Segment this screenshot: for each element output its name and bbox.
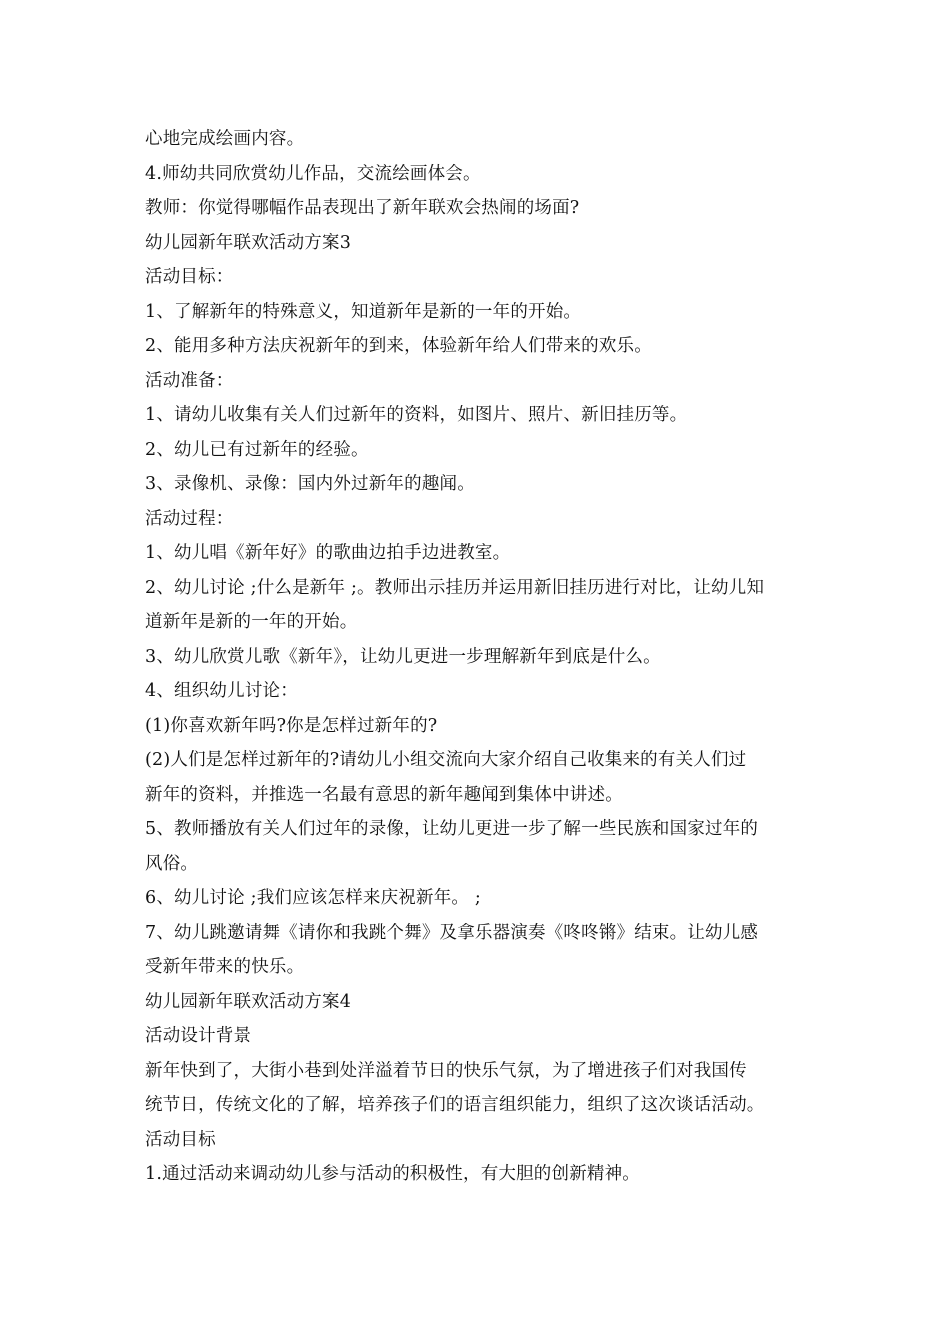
section-heading: 幼儿园新年联欢活动方案3 — [145, 232, 352, 253]
list-item: (2)人们是怎样过新年的?请幼儿小组交流向大家介绍自己收集来的有关人们过 — [145, 750, 747, 770]
list-item: 3、幼儿欣赏儿歌《新年》，让幼儿更进一步理解新年到底是什么。 — [145, 646, 661, 667]
document-body — [145, 122, 810, 1192]
paragraph-line: 新年快到了，大街小巷到处洋溢着节日的快乐气氛，为了增进孩子们对我国传 — [145, 1060, 747, 1081]
text-line: 4.师幼共同欣赏幼儿作品，交流绘画体会。 — [145, 163, 481, 184]
text-line: 教师：你觉得哪幅作品表现出了新年联欢会热闹的场面? — [145, 198, 580, 218]
list-item-continuation: 风俗。 — [145, 853, 199, 874]
list-item: 4、组织幼儿讨论： — [145, 681, 298, 701]
subheading: 活动过程： — [145, 508, 234, 529]
subheading: 活动目标 — [145, 1129, 216, 1150]
list-item: 1、幼儿唱《新年好》的歌曲边拍手边进教室。 — [145, 543, 511, 563]
list-item: 1、请幼儿收集有关人们过新年的资料，如图片、照片、新旧挂历等。 — [145, 405, 688, 425]
list-item-continuation: 受新年带来的快乐。 — [145, 957, 305, 977]
list-item: 6、幼儿讨论 ;我们应该怎样来庆祝新年。 ; — [145, 888, 481, 908]
list-item: 1.通过活动来调动幼儿参与活动的积极性，有大胆的创新精神。 — [145, 1164, 640, 1184]
subheading: 活动设计背景 — [145, 1026, 252, 1046]
subheading: 活动目标： — [145, 267, 234, 287]
list-item: 5、教师播放有关人们过年的录像，让幼儿更进一步了解一些民族和国家过年的 — [145, 819, 759, 839]
list-item: (1)你喜欢新年吗?你是怎样过新年的? — [145, 715, 438, 736]
subheading: 活动准备： — [145, 370, 234, 391]
list-item: 3、录像机、录像：国内外过新年的趣闻。 — [145, 474, 475, 494]
section-heading: 幼儿园新年联欢活动方案4 — [145, 991, 352, 1012]
list-item: 1、了解新年的特殊意义，知道新年是新的一年的开始。 — [145, 301, 582, 322]
list-item-continuation: 新年的资料，并推选一名最有意思的新年趣闻到集体中讲述。 — [145, 784, 623, 805]
list-item: 2、幼儿讨论 ;什么是新年 ;。教师出示挂历并运用新旧挂历进行对比，让幼儿知 — [145, 577, 765, 598]
list-item: 2、能用多种方法庆祝新年的到来，体验新年给人们带来的欢乐。 — [145, 336, 652, 356]
list-item-continuation: 道新年是新的一年的开始。 — [145, 612, 358, 632]
list-item: 7、幼儿跳邀请舞《请你和我跳个舞》及拿乐器演奏《咚咚锵》结束。让幼儿感 — [145, 922, 759, 943]
text-line: 心地完成绘画内容。 — [145, 129, 305, 149]
paragraph-line: 统节日，传统文化的了解，培养孩子们的语言组织能力，组织了这次谈话活动。 — [145, 1095, 765, 1115]
list-item: 2、幼儿已有过新年的经验。 — [145, 439, 369, 460]
